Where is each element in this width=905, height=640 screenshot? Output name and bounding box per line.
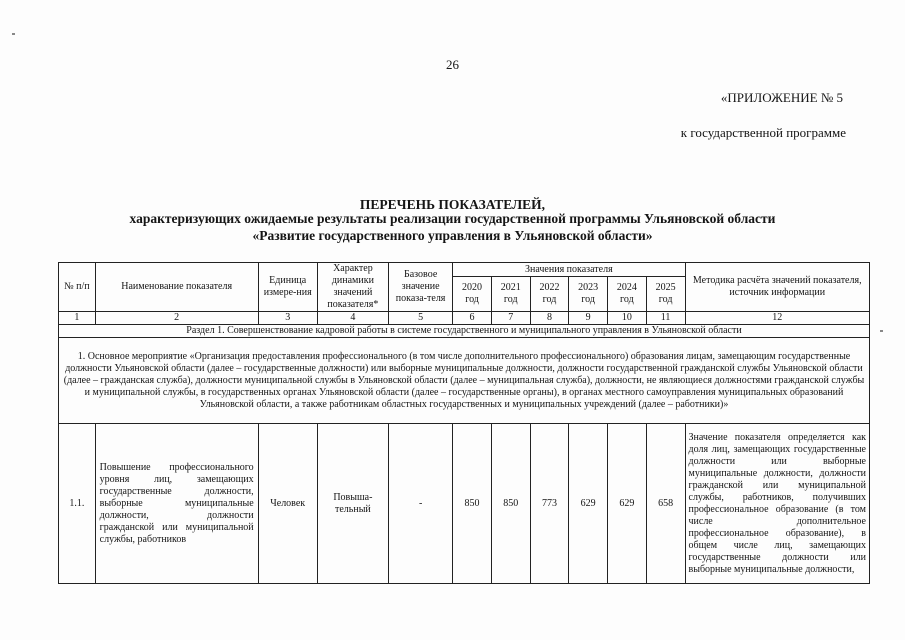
indicators-table [58, 262, 870, 584]
column-number-row [59, 312, 870, 325]
header-year: 2025 год [646, 277, 685, 312]
header-row [59, 263, 870, 277]
header-method: Методика расчёта значений показателя, источник информации [685, 263, 870, 312]
value-2025: 658 [646, 424, 685, 584]
value-2024: 629 [608, 424, 647, 584]
value-2020: 850 [453, 424, 492, 584]
appendix-title: «ПРИЛОЖЕНИЕ № 5 [720, 90, 843, 105]
scan-speck [12, 33, 15, 35]
header-num: № п/п [59, 263, 96, 312]
header-year: 2021 год [491, 277, 530, 312]
section-heading: Раздел 1. Совершенствование кадровой работы в системе государственного и муниципального управления в Ульяновской области [59, 325, 870, 338]
column-number: 6 [453, 312, 492, 325]
program-name: «Развитие государственного управления в Ульяновской области» [252, 228, 653, 243]
header-unit: Единица измере-ния [258, 263, 317, 312]
header-name: Наименование показателя [95, 263, 258, 312]
column-number: 1 [59, 312, 96, 325]
indicator-unit: Человек [258, 424, 317, 584]
column-number: 3 [258, 312, 317, 325]
document-title: ПЕРЕЧЕНЬ ПОКАЗАТЕЛЕЙ, [359, 197, 546, 212]
table-row [59, 424, 870, 584]
header-year: 2023 год [569, 277, 608, 312]
header-year: 2022 год [530, 277, 569, 312]
section-row [59, 325, 870, 338]
column-number: 12 [685, 312, 870, 325]
scan-speck [880, 330, 883, 332]
activity-row [59, 338, 870, 424]
column-number: 10 [608, 312, 647, 325]
indicator-name: Повышение профессионального уровня лиц, замещающих государственные должности, выборные муниципальные должности, должности гражданской или муниципальной службы, работников [95, 424, 258, 584]
value-2023: 629 [569, 424, 608, 584]
indicator-base-value: - [389, 424, 453, 584]
column-number: 2 [95, 312, 258, 325]
header-values-group: Значения показателя [453, 263, 685, 277]
header-year: 2020 год [453, 277, 492, 312]
column-number: 4 [317, 312, 388, 325]
header-base: Базовое значение показа-теля [389, 263, 453, 312]
appendix-subtitle: к государственной программе [680, 125, 846, 140]
column-number: 5 [389, 312, 453, 325]
header-year: 2024 год [608, 277, 647, 312]
row-number: 1.1. [59, 424, 96, 584]
column-number: 7 [491, 312, 530, 325]
header-dynamics: Характер динамики значений показателя* [317, 263, 388, 312]
column-number: 8 [530, 312, 569, 325]
column-number: 9 [569, 312, 608, 325]
page-number: 26 [446, 57, 459, 72]
activity-description: 1. Основное мероприятие «Организация предоставления профессионального (в том числе дополнительного профессионального) образования лицам, замещающим государственные должности Ульяновской области (далее – государственные должности) или выборные муниципальные должности, должности государственной гражданской службы Ульяновской области (далее – гражданская служба), должности муниципальной службы в Ульяновской области (далее – муниципальная служба), должности, не являющиеся должностями гражданской службы и муниципальной службы, в государственных органах Ульяновской области (далее – государственные органы), в органах местного самоуправления муниципальных образований Ульяновской области, а также работникам областных государственных и муниципальных учреждений (далее – работники)» [59, 338, 870, 424]
column-number: 11 [646, 312, 685, 325]
calculation-method: Значение показателя определяется как доля лиц, замещающих государственные должности или выборные муниципальные должности, должности гражданской или муниципальной службы, работников, получивших профессиональное образование (в том числе дополнительное профессиональное образование), в общем числе лиц, замещающих государственные должности или выборные муниципальные должности, [685, 424, 870, 584]
indicator-dynamics: Повыша-тельный [317, 424, 388, 584]
value-2021: 850 [491, 424, 530, 584]
value-2022: 773 [530, 424, 569, 584]
document-subtitle: характеризующих ожидаемые результаты реализации государственной программы Ульяновской области [129, 211, 776, 226]
